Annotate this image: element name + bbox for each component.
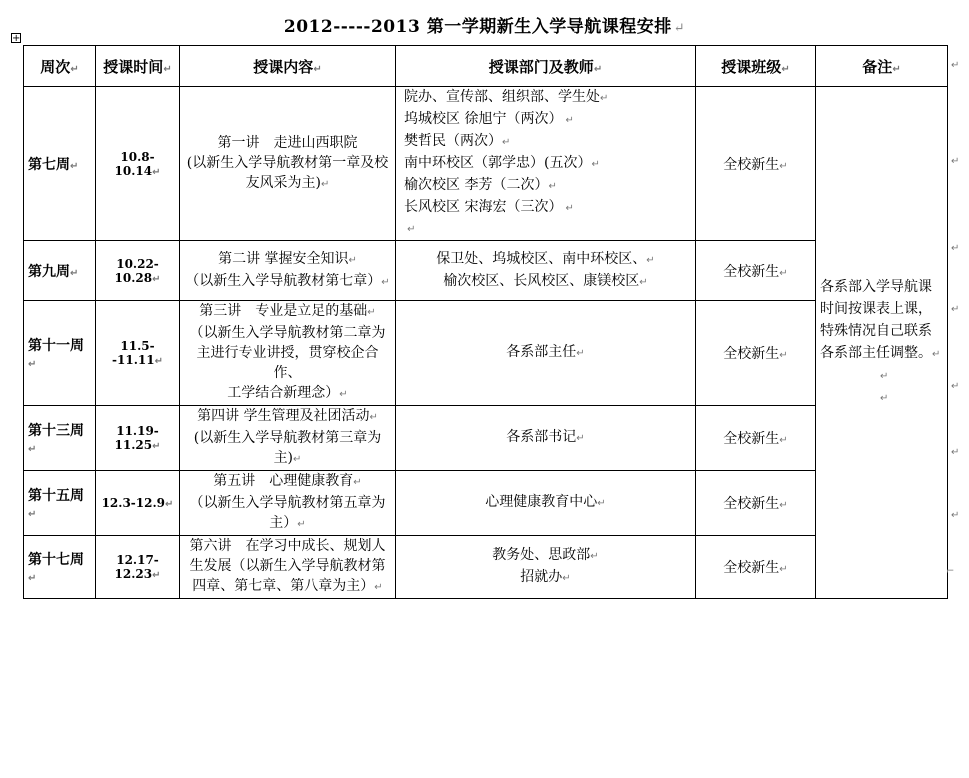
class-cell: 全校新生↵ [696,536,816,599]
week-cell: 第十七周↵ [24,536,96,599]
row-end-mark-icon: ↵ [951,60,960,71]
date-cell: 10.22-10.28↵ [96,241,180,301]
dept-cell [396,536,696,599]
schedule-table [23,45,948,599]
week-cell: 第十五周↵ [24,471,96,536]
table-row [24,536,948,599]
content-cell [180,471,396,536]
header-week: 周次↵ [24,46,96,87]
note-line: 各系部主任调整。↵ [820,344,941,361]
dept-cell [396,241,696,301]
content-cell [180,241,396,301]
content-line: 友风采为主)↵ [245,174,330,191]
content-line: 第四讲 学生管理及社团活动↵ [197,408,378,424]
dept-line: 樊哲民（两次）↵ [404,133,511,149]
content-line: 主)↵ [273,450,302,466]
header-dept-teacher: 授课部门及教师↵ [396,46,696,87]
header-row [24,46,948,87]
paragraph-mark-icon: ↵ [880,370,889,382]
content-line: 第二讲 掌握安全知识↵ [218,250,357,267]
dept-line: 南中环校区（郭学忠）(五次）↵ [404,155,600,171]
content-line: (以新生入学导航教材第一章及校 [186,154,389,171]
dept-line: 长风校区 宋海宏（三次） ↵ [404,199,574,215]
dept-line: 院办、宣传部、组织部、学生处↵ [404,89,609,105]
move-cross-icon[interactable]: + [12,33,21,44]
week-cell: 第九周↵ [24,241,96,301]
row-end-mark-icon: ↵ [951,381,960,392]
class-cell: 全校新生↵ [696,471,816,536]
paragraph-mark-icon: ↵ [880,392,889,404]
row-end-mark-icon: ↵ [951,304,960,315]
content-line: 第五讲 心理健康教育↵ [213,473,362,489]
table-row [24,241,948,301]
dept-cell: 各系部书记↵ [396,406,696,471]
paragraph-mark-icon: ⌐ [946,566,955,577]
week-cell: 第十三周↵ [24,406,96,471]
header-date: 授课时间↵ [96,46,180,87]
table-row [24,87,948,241]
paragraph-mark-icon: ↵ [673,21,686,36]
row-end-mark-icon: ↵ [951,156,960,167]
class-cell: 全校新生↵ [696,406,816,471]
paragraph-mark-icon: ↵ [404,224,416,235]
note-cell [816,87,948,599]
row-end-mark-icon: ↵ [951,510,960,521]
note-line: 特殊情况自己联系 [820,322,932,339]
dept-line: 榆次校区 李芳（二次）↵ [404,177,557,193]
content-line: （以新生入学导航教材第七章）↵ [185,272,390,289]
table-row [24,301,948,406]
dept-line: 招就办↵ [520,569,571,585]
dept-line: 保卫处、坞城校区、南中环校区、↵ [436,250,655,267]
content-cell [180,406,396,471]
note-line: 各系部入学导航课 [820,278,932,295]
content-cell [180,536,396,599]
table-row [24,471,948,536]
table-row [24,406,948,471]
dept-line: 坞城校区 徐旭宁（两次） ↵ [404,111,574,127]
class-cell: 全校新生↵ [696,301,816,406]
dept-cell [396,87,696,241]
content-line: （以新生入学导航教材第二章为 [189,325,386,341]
header-content: 授课内容↵ [180,46,396,87]
note-line: 时间按课表上课， [820,300,932,317]
content-cell [180,87,396,241]
week-cell: 第七周↵ [24,87,96,241]
row-end-mark-icon: ↵ [951,447,960,458]
content-line: 主进行专业讲授，贯穿校企合作、 [196,345,379,381]
content-line: 第六讲 在学习中成长、规划人 [189,538,386,554]
date-cell: 11.19-11.25↵ [96,406,180,471]
content-cell [180,301,396,406]
dept-cell: 心理健康教育中心↵ [396,471,696,536]
content-line: 第三讲 专业是立足的基础↵ [199,303,376,319]
class-cell: 全校新生↵ [696,241,816,301]
dept-line: 教务处、思政部↵ [492,547,599,563]
header-class: 授课班级↵ [696,46,816,87]
content-line: 主）↵ [269,515,306,531]
date-cell: 10.8-10.14↵ [96,87,180,241]
class-cell: 全校新生↵ [696,87,816,241]
dept-line: 榆次校区、长风校区、康镁校区↵ [443,272,648,289]
row-end-mark-icon: ↵ [951,243,960,254]
dept-cell: 各系部主任↵ [396,301,696,406]
content-line: （以新生入学导航教材第五章为 [189,495,386,511]
content-line: 第一讲 走进山西职院 [217,134,358,151]
date-cell: 11.5--11.11↵ [96,301,180,406]
document-title: 2012-----2013 第一学期新生入学导航课程安排 ↵ [283,17,686,37]
content-line: (以新生入学导航教材第三章为 [193,430,382,446]
content-line: 四章、第七章、第八章为主）↵ [192,578,383,594]
header-note: 备注↵ [816,46,948,87]
week-cell: 第十一周↵ [24,301,96,406]
date-cell: 12.3-12.9↵ [96,471,180,536]
content-line: 工学结合新理念）↵ [227,385,348,401]
date-cell: 12.17-12.23↵ [96,536,180,599]
content-line: 生发展（以新生入学导航教材第 [189,558,386,574]
